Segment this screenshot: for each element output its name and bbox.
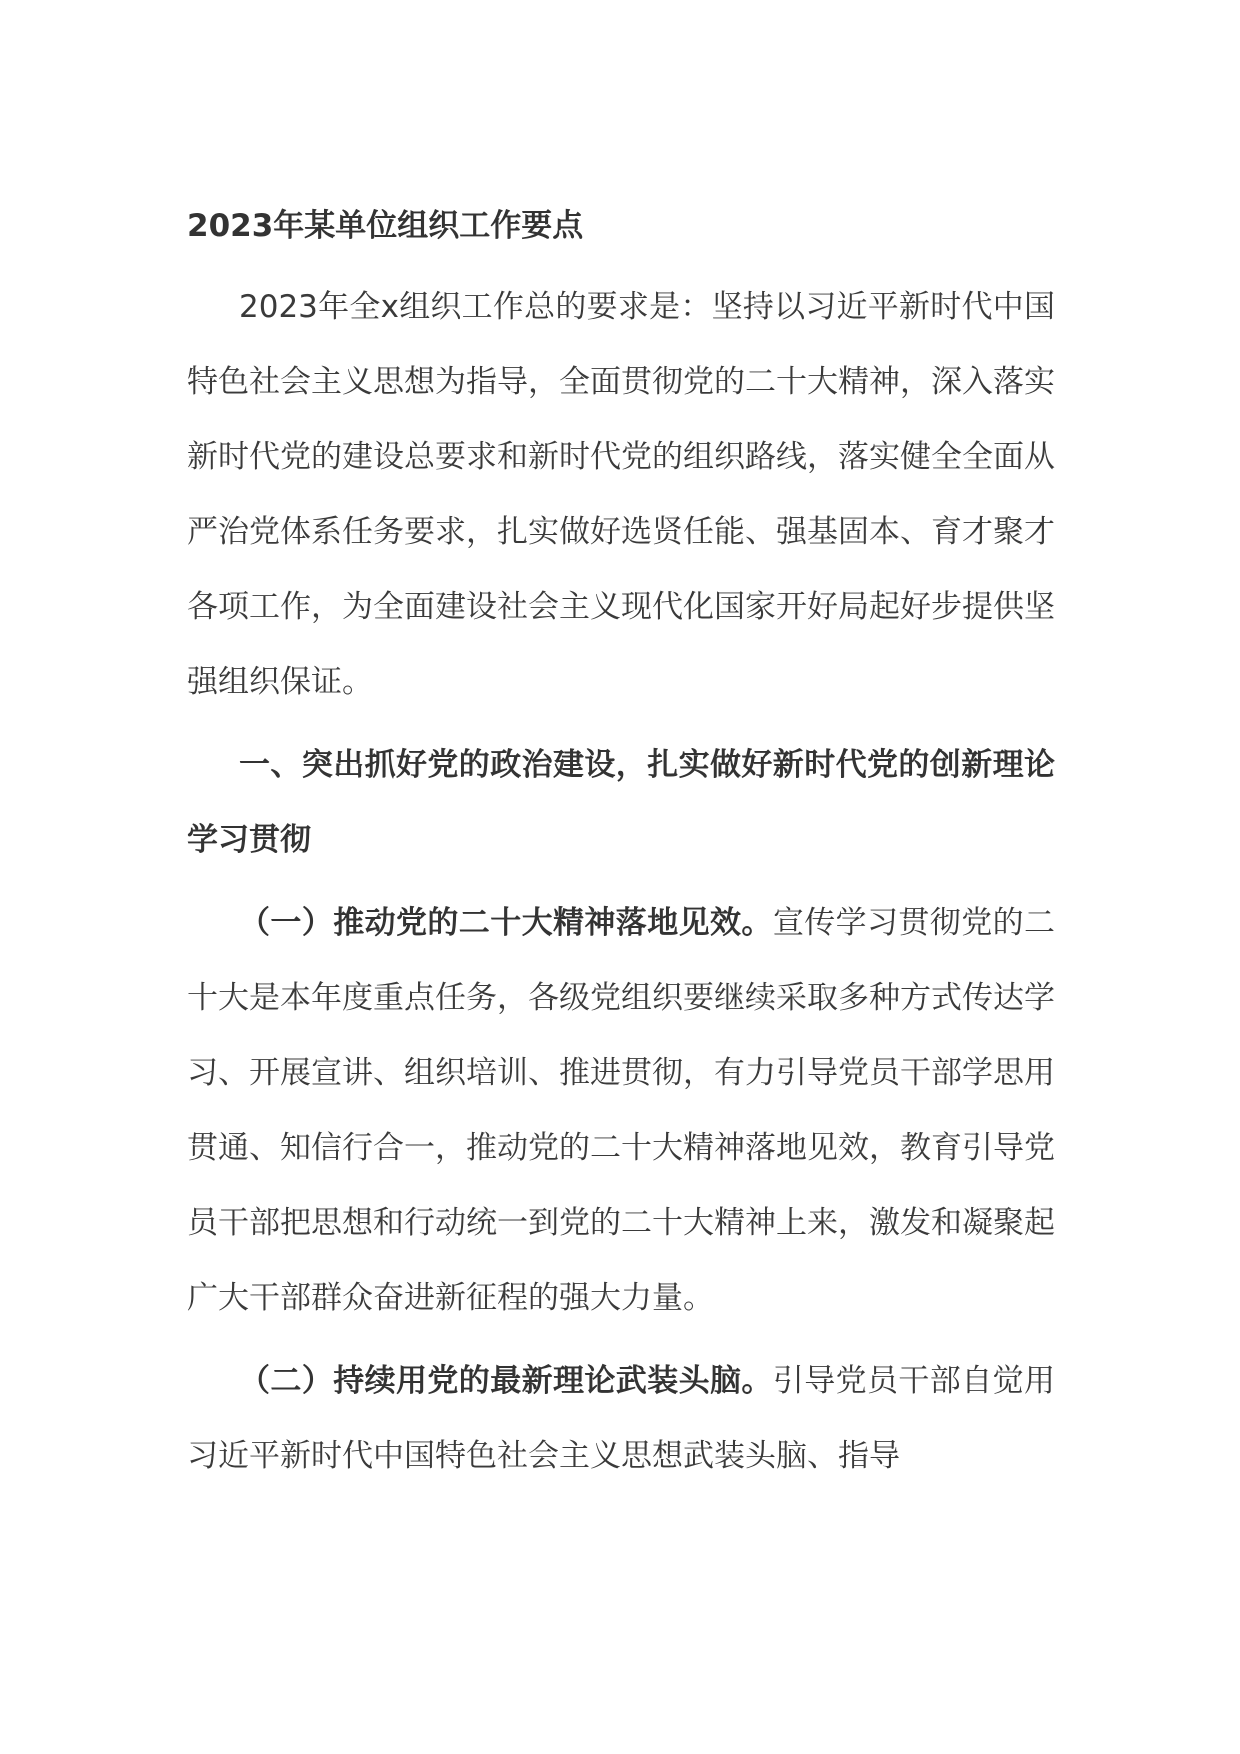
section-heading: 一、突出抓好党的政治建设，扎实做好新时代党的创新理论学习贯彻 [187,747,1055,858]
document-page [187,200,1055,1502]
item-lead-2: （二）持续用党的最新理论武装头脑。 [239,1363,773,1399]
item-lead-1: （一）推动党的二十大精神落地见效。 [239,905,773,941]
item-paragraph-1 [187,886,1055,1336]
intro-paragraph: 2023年全x组织工作总的要求是：坚持以习近平新时代中国特色社会主义思想为指导，全面贯彻党的二十大精神，深入落实新时代党的建设总要求和新时代党的组织路线，落实健全全面从严治党体系任务要求，扎实做好选贤任能、强基固本、育才聚才各项工作，为全面建设社会主义现代化国家开好局起好步提供坚强组织保证。 [187,289,1055,700]
item-body-1: 宣传学习贯彻党的二十大是本年度重点任务，各级党组织要继续采取多种方式传达学习、开展宣讲、组织培训、推进贯彻，有力引导党员干部学思用贯通、知信行合一，推动党的二十大精神落地见效，教育引导党员干部把思想和行动统一到党的二十大精神上来，激发和凝聚起广大干部群众奋进新征程的强大力量。 [187,905,1056,1316]
document-title: 2023年某单位组织工作要点 [187,208,584,244]
item-body-2: 引导党员干部自觉用习近平新时代中国特色社会主义思想武装头脑、指导 [187,1363,1056,1474]
item-paragraph-2 [187,1344,1055,1494]
